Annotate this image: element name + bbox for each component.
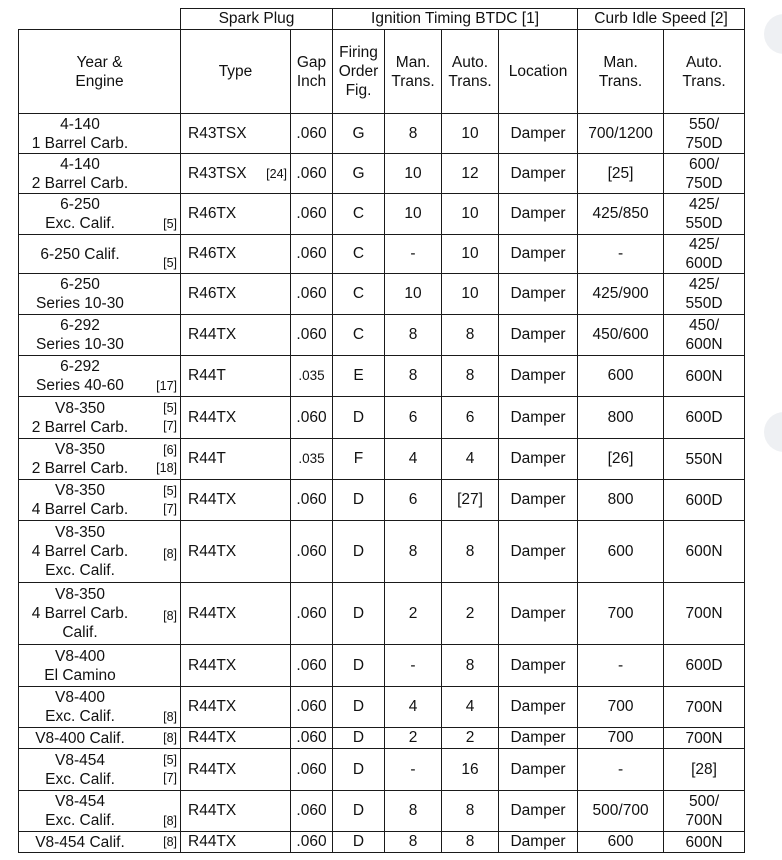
cell-gap: .060 — [291, 832, 333, 853]
cell-ign-auto: 12 — [442, 154, 499, 194]
cell-idle-man: [25] — [578, 154, 664, 194]
cell-idle-auto — [664, 521, 745, 583]
cell-firing-order: C — [333, 315, 385, 356]
cell-idle-man: [26] — [578, 439, 664, 480]
cell-ign-auto: 16 — [442, 749, 499, 791]
footnote-ref: [7] — [163, 502, 177, 516]
blank-corner — [19, 9, 181, 30]
cell-ign-auto: [27] — [442, 480, 499, 521]
idle-auto-line: 500/ — [688, 793, 720, 810]
cell-gap: .060 — [291, 583, 333, 645]
idle-auto-line: 700N — [685, 812, 723, 829]
cell-year-engine — [19, 274, 181, 315]
cell-idle-auto — [664, 194, 745, 235]
col-header-ign-man: Man. Trans. — [385, 30, 442, 114]
cell-gap: .035 — [291, 439, 333, 480]
cell-idle-auto — [664, 480, 745, 521]
cell-firing-order: F — [333, 439, 385, 480]
plug-type-value: R44T — [188, 450, 226, 467]
engine-line: V8-400 — [55, 689, 105, 706]
engine-line: 4-140 — [60, 115, 100, 133]
cell-location: Damper — [499, 315, 578, 356]
cell-firing-order: D — [333, 728, 385, 749]
cell-idle-auto — [664, 749, 745, 791]
cell-firing-order: G — [333, 114, 385, 154]
table-body — [19, 114, 745, 853]
engine-line: V8-350 — [55, 586, 105, 603]
cell-ign-auto: 2 — [442, 583, 499, 645]
cell-idle-man: 450/600 — [578, 315, 664, 356]
cell-location: Damper — [499, 728, 578, 749]
cell-gap: .060 — [291, 687, 333, 728]
cell-gap: .060 — [291, 274, 333, 315]
cell-idle-auto — [664, 356, 745, 397]
col-header-type: Type — [181, 30, 291, 114]
engine-line: Exc. Calif. — [45, 562, 115, 579]
idle-auto-line: 700N — [685, 698, 723, 716]
cell-location: Damper — [499, 791, 578, 832]
cell-gap: .060 — [291, 480, 333, 521]
engine-line: V8-400 Calif. — [35, 729, 125, 747]
idle-auto-line: 425/ — [688, 196, 720, 213]
cell-ign-man: 4 — [385, 439, 442, 480]
cell-ign-man: 10 — [385, 274, 442, 315]
table-row — [19, 235, 745, 274]
footnote-ref: [5] — [163, 401, 177, 415]
cell-year-engine — [19, 114, 181, 154]
cell-ign-man: - — [385, 645, 442, 687]
cell-plug-type — [181, 154, 291, 194]
engine-line: 6-250 — [60, 196, 100, 213]
cell-plug-type — [181, 728, 291, 749]
scroll-indicator-mid — [764, 412, 782, 452]
engine-line: 2 Barrel Carb. — [31, 174, 129, 192]
plug-type-value: R44TX — [188, 491, 237, 508]
idle-auto-line: 600N — [685, 367, 723, 385]
cell-plug-type — [181, 356, 291, 397]
cell-firing-order: D — [333, 749, 385, 791]
idle-auto-line: 600D — [685, 255, 723, 272]
cell-firing-order: D — [333, 687, 385, 728]
idle-auto-line: 550D — [685, 295, 723, 312]
idle-auto-line: 425/ — [688, 236, 720, 253]
engine-line: V8-350 — [55, 441, 105, 458]
cell-year-engine — [19, 235, 181, 274]
cell-year-engine — [19, 154, 181, 194]
cell-year-engine — [19, 521, 181, 583]
cell-idle-auto — [664, 154, 745, 194]
cell-year-engine — [19, 728, 181, 749]
cell-firing-order: D — [333, 645, 385, 687]
cell-year-engine — [19, 315, 181, 356]
cell-ign-man: 2 — [385, 583, 442, 645]
cell-ign-auto: 10 — [442, 114, 499, 154]
table-row — [19, 114, 745, 154]
cell-ign-man: 6 — [385, 397, 442, 439]
col-header-year-engine: Year & Engine — [19, 30, 181, 114]
cell-ign-man: 4 — [385, 687, 442, 728]
engine-line: Series 10-30 — [36, 336, 124, 353]
footnote-ref: [8] — [163, 609, 177, 623]
footnote-ref: [17] — [156, 379, 177, 393]
engine-line: 6-250 Calif. — [40, 245, 120, 263]
cell-firing-order: G — [333, 154, 385, 194]
cell-plug-type — [181, 687, 291, 728]
cell-gap: .060 — [291, 154, 333, 194]
idle-auto-line: 550/ — [688, 115, 720, 133]
idle-auto-line: 425/ — [688, 276, 720, 293]
cell-firing-order: D — [333, 521, 385, 583]
cell-firing-order: D — [333, 397, 385, 439]
cell-ign-man: 8 — [385, 315, 442, 356]
footnote-ref: [24] — [266, 166, 287, 181]
cell-idle-man: 600 — [578, 521, 664, 583]
footnote-ref: [8] — [163, 731, 177, 745]
cell-idle-man: 800 — [578, 397, 664, 439]
cell-ign-auto: 8 — [442, 315, 499, 356]
engine-line: V8-350 — [55, 399, 105, 417]
cell-location: Damper — [499, 832, 578, 853]
idle-auto-line: 600N — [685, 833, 723, 851]
engine-line: 1 Barrel Carb. — [31, 134, 129, 152]
cell-idle-man: 425/850 — [578, 194, 664, 235]
plug-type-value: R43TSX — [188, 164, 247, 182]
cell-plug-type — [181, 235, 291, 274]
cell-ign-man: 8 — [385, 114, 442, 154]
cell-gap: .060 — [291, 521, 333, 583]
table-row — [19, 315, 745, 356]
engine-line: Exc. Calif. — [45, 215, 115, 232]
idle-auto-line: [28] — [691, 761, 717, 778]
table-row — [19, 356, 745, 397]
column-header-row — [19, 30, 745, 114]
cell-ign-auto: 8 — [442, 645, 499, 687]
footnote-ref: [8] — [163, 835, 177, 849]
cell-location: Damper — [499, 114, 578, 154]
cell-gap: .060 — [291, 728, 333, 749]
engine-line: 2 Barrel Carb. — [31, 460, 129, 477]
engine-line: 4 Barrel Carb. — [31, 605, 129, 622]
idle-auto-line: 700N — [685, 605, 723, 622]
cell-idle-auto — [664, 728, 745, 749]
cell-ign-man: 10 — [385, 194, 442, 235]
cell-ign-auto: 8 — [442, 521, 499, 583]
cell-plug-type — [181, 439, 291, 480]
plug-type-value: R46TX — [188, 285, 237, 302]
cell-idle-auto — [664, 315, 745, 356]
col-header-location: Location — [499, 30, 578, 114]
table-row — [19, 791, 745, 832]
footnote-ref: [7] — [163, 771, 177, 785]
cell-plug-type — [181, 521, 291, 583]
col-header-ign-auto: Auto. Trans. — [442, 30, 499, 114]
idle-auto-line: 600D — [685, 657, 723, 674]
cell-ign-man: 10 — [385, 154, 442, 194]
cell-plug-type — [181, 114, 291, 154]
cell-ign-man: 2 — [385, 728, 442, 749]
cell-location: Damper — [499, 154, 578, 194]
cell-year-engine — [19, 480, 181, 521]
plug-type-value: R44TX — [188, 729, 237, 746]
cell-ign-man: 8 — [385, 832, 442, 853]
cell-gap: .060 — [291, 194, 333, 235]
cell-idle-auto — [664, 114, 745, 154]
cell-location: Damper — [499, 749, 578, 791]
col-header-idle-auto: Auto. Trans. — [664, 30, 745, 114]
cell-ign-auto: 8 — [442, 356, 499, 397]
cell-firing-order: D — [333, 791, 385, 832]
cell-location: Damper — [499, 194, 578, 235]
engine-line: Exc. Calif. — [45, 708, 115, 725]
idle-auto-line: 600N — [685, 336, 723, 353]
cell-location: Damper — [499, 235, 578, 274]
cell-location: Damper — [499, 356, 578, 397]
engine-line: Calif. — [62, 624, 98, 641]
cell-idle-man: 425/900 — [578, 274, 664, 315]
cell-location: Damper — [499, 687, 578, 728]
cell-firing-order: D — [333, 583, 385, 645]
scroll-indicator-top — [764, 14, 782, 54]
table-row — [19, 749, 745, 791]
cell-ign-auto: 4 — [442, 439, 499, 480]
plug-type-value: R44TX — [188, 802, 237, 819]
cell-plug-type — [181, 194, 291, 235]
table-row — [19, 645, 745, 687]
plug-type-value: R44TX — [188, 833, 237, 850]
engine-line: V8-454 — [55, 793, 105, 810]
footnote-ref: [5] — [163, 484, 177, 498]
table-row — [19, 274, 745, 315]
cell-idle-auto — [664, 397, 745, 439]
cell-gap: .060 — [291, 749, 333, 791]
cell-idle-auto — [664, 832, 745, 853]
cell-idle-man: - — [578, 749, 664, 791]
cell-ign-auto: 10 — [442, 235, 499, 274]
engine-line: V8-350 — [55, 482, 105, 499]
table-row — [19, 521, 745, 583]
engine-line: Exc. Calif. — [45, 770, 115, 788]
plug-type-value: R43TSX — [188, 124, 247, 142]
idle-auto-line: 600/ — [688, 155, 720, 173]
cell-location: Damper — [499, 583, 578, 645]
cell-location: Damper — [499, 645, 578, 687]
engine-line: 6-292 — [60, 317, 100, 334]
cell-ign-auto: 8 — [442, 832, 499, 853]
cell-location: Damper — [499, 521, 578, 583]
tune-up-spec-table — [18, 8, 745, 853]
cell-year-engine — [19, 439, 181, 480]
cell-idle-man: 700 — [578, 687, 664, 728]
cell-plug-type — [181, 315, 291, 356]
plug-type-value: R44TX — [188, 604, 237, 622]
cell-ign-man: 8 — [385, 356, 442, 397]
cell-firing-order: C — [333, 274, 385, 315]
table-row — [19, 728, 745, 749]
cell-plug-type — [181, 583, 291, 645]
cell-idle-auto — [664, 583, 745, 645]
cell-location: Damper — [499, 397, 578, 439]
engine-line: Series 40-60 — [36, 377, 124, 394]
idle-auto-line: 600D — [685, 409, 723, 426]
col-header-idle-man: Man. Trans. — [578, 30, 664, 114]
plug-type-value: R44TX — [188, 760, 237, 778]
engine-line: 4 Barrel Carb. — [31, 543, 129, 560]
engine-line: V8-350 — [55, 524, 105, 541]
cell-gap: .035 — [291, 356, 333, 397]
footnote-ref: [5] — [163, 217, 177, 231]
cell-plug-type — [181, 397, 291, 439]
footnote-ref: [7] — [163, 419, 177, 433]
cell-year-engine — [19, 194, 181, 235]
cell-plug-type — [181, 645, 291, 687]
table-row — [19, 397, 745, 439]
cell-ign-auto: 10 — [442, 194, 499, 235]
cell-plug-type — [181, 480, 291, 521]
cell-firing-order: E — [333, 356, 385, 397]
cell-gap: .060 — [291, 235, 333, 274]
table-row — [19, 583, 745, 645]
cell-gap: .060 — [291, 645, 333, 687]
idle-auto-line: 700N — [685, 729, 723, 747]
cell-ign-man: 8 — [385, 791, 442, 832]
cell-plug-type — [181, 791, 291, 832]
footnote-ref: [8] — [163, 710, 177, 724]
cell-year-engine — [19, 356, 181, 397]
idle-auto-line: 600D — [685, 491, 723, 509]
plug-type-value: R44TX — [188, 656, 237, 674]
cell-gap: .060 — [291, 397, 333, 439]
group-header-curb-idle: Curb Idle Speed [2] — [578, 9, 745, 30]
table-row — [19, 154, 745, 194]
plug-type-value: R44TX — [188, 326, 237, 343]
cell-firing-order: D — [333, 832, 385, 853]
cell-ign-man: - — [385, 749, 442, 791]
table-row — [19, 194, 745, 235]
cell-gap: .060 — [291, 791, 333, 832]
cell-location: Damper — [499, 480, 578, 521]
idle-auto-line: 600N — [685, 543, 723, 560]
cell-year-engine — [19, 645, 181, 687]
plug-type-value: R44TX — [188, 542, 237, 560]
engine-line: 6-250 — [60, 276, 100, 293]
plug-type-value: R44T — [188, 367, 226, 384]
cell-gap: .060 — [291, 315, 333, 356]
cell-idle-auto — [664, 274, 745, 315]
footnote-ref: [8] — [163, 814, 177, 828]
table-row — [19, 687, 745, 728]
idle-auto-line: 750D — [685, 134, 723, 152]
cell-idle-man: 700/1200 — [578, 114, 664, 154]
engine-line: El Camino — [44, 666, 116, 684]
cell-idle-man: 600 — [578, 356, 664, 397]
cell-idle-man: 700 — [578, 583, 664, 645]
cell-idle-man: 800 — [578, 480, 664, 521]
cell-ign-auto: 2 — [442, 728, 499, 749]
cell-location: Damper — [499, 274, 578, 315]
group-header-ignition: Ignition Timing BTDC [1] — [333, 9, 578, 30]
cell-idle-auto — [664, 687, 745, 728]
cell-plug-type — [181, 274, 291, 315]
cell-year-engine — [19, 832, 181, 853]
cell-firing-order: D — [333, 480, 385, 521]
cell-idle-man: 500/700 — [578, 791, 664, 832]
engine-line: Exc. Calif. — [45, 812, 115, 829]
cell-gap: .060 — [291, 114, 333, 154]
engine-line: 4 Barrel Carb. — [31, 501, 129, 518]
cell-idle-man: - — [578, 235, 664, 274]
table-row — [19, 439, 745, 480]
cell-plug-type — [181, 832, 291, 853]
plug-type-value: R46TX — [188, 205, 237, 222]
cell-ign-auto: 6 — [442, 397, 499, 439]
idle-auto-line: 550N — [685, 450, 723, 468]
footnote-ref: [18] — [156, 461, 177, 475]
cell-firing-order: C — [333, 235, 385, 274]
cell-year-engine — [19, 583, 181, 645]
idle-auto-line: 750D — [685, 174, 723, 192]
footnote-ref: [8] — [163, 547, 177, 561]
engine-line: V8-454 — [55, 751, 105, 769]
cell-year-engine — [19, 791, 181, 832]
engine-line: V8-400 — [55, 647, 105, 665]
group-header-row — [19, 9, 745, 30]
footnote-ref: [5] — [163, 256, 177, 270]
cell-plug-type — [181, 749, 291, 791]
cell-year-engine — [19, 749, 181, 791]
plug-type-value: R46TX — [188, 245, 237, 262]
cell-ign-man: 8 — [385, 521, 442, 583]
engine-line: 4-140 — [60, 155, 100, 173]
engine-line: Series 10-30 — [36, 295, 124, 312]
cell-idle-auto — [664, 439, 745, 480]
cell-ign-man: 6 — [385, 480, 442, 521]
engine-line: 6-292 — [60, 358, 100, 375]
plug-type-value: R44TX — [188, 698, 237, 715]
cell-ign-auto: 10 — [442, 274, 499, 315]
table-row — [19, 832, 745, 853]
footnote-ref: [5] — [163, 753, 177, 767]
cell-year-engine — [19, 397, 181, 439]
cell-idle-man: 700 — [578, 728, 664, 749]
cell-idle-auto — [664, 645, 745, 687]
table-row — [19, 480, 745, 521]
col-header-firing-order: Firing Order Fig. — [333, 30, 385, 114]
cell-location: Damper — [499, 439, 578, 480]
footnote-ref: [6] — [163, 443, 177, 457]
cell-ign-man: - — [385, 235, 442, 274]
cell-ign-auto: 4 — [442, 687, 499, 728]
col-header-gap: Gap Inch — [291, 30, 333, 114]
engine-line: V8-454 Calif. — [35, 833, 125, 851]
cell-year-engine — [19, 687, 181, 728]
engine-line: 2 Barrel Carb. — [31, 418, 129, 436]
plug-type-value: R44TX — [188, 408, 237, 426]
cell-idle-auto — [664, 235, 745, 274]
cell-ign-auto: 8 — [442, 791, 499, 832]
cell-idle-man: - — [578, 645, 664, 687]
cell-idle-auto — [664, 791, 745, 832]
idle-auto-line: 450/ — [688, 317, 720, 334]
idle-auto-line: 550D — [685, 215, 723, 232]
group-header-spark-plug: Spark Plug — [181, 9, 333, 30]
cell-firing-order: C — [333, 194, 385, 235]
cell-idle-man: 600 — [578, 832, 664, 853]
